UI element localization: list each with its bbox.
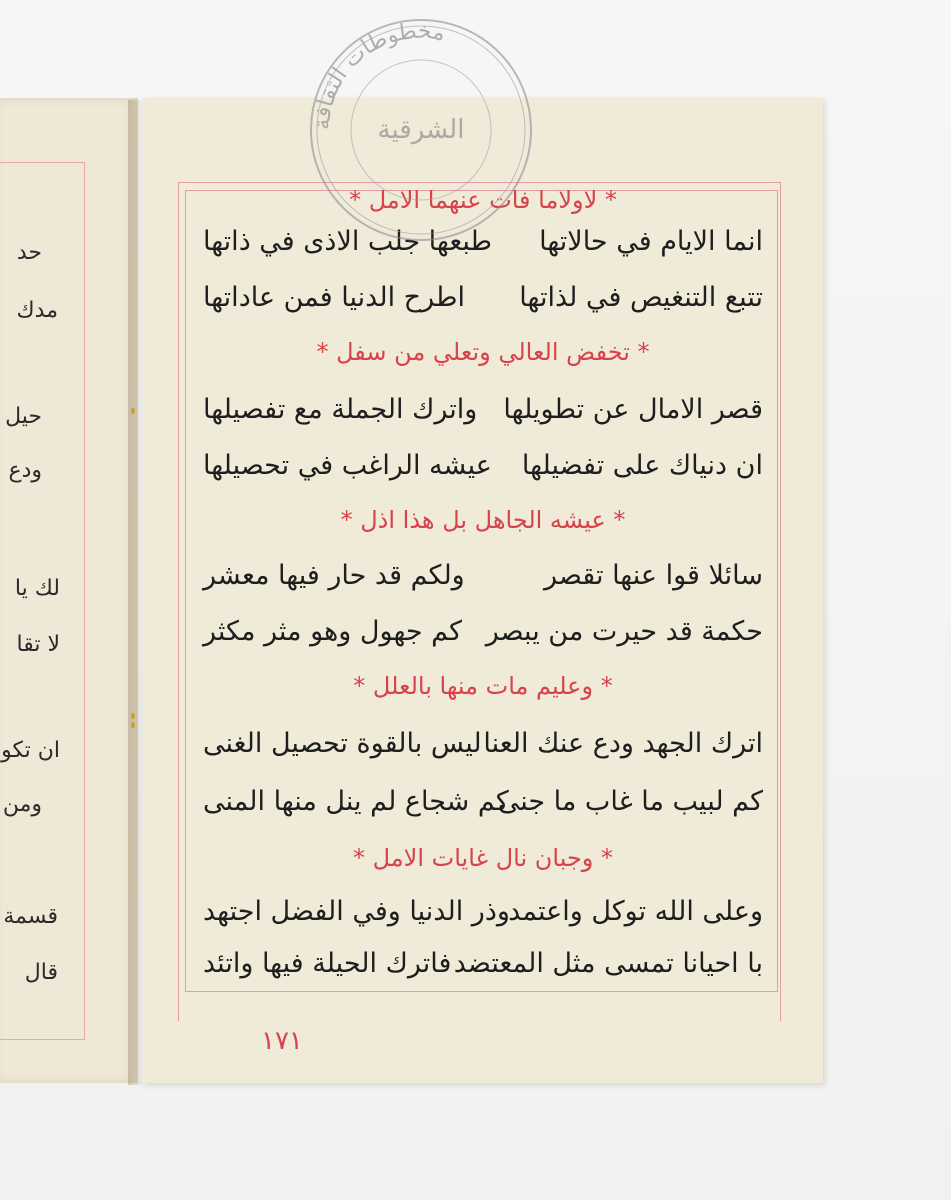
verse-hemistich-right: تتبع التنغيص في لذاتها — [519, 282, 763, 313]
verse-hemistich-left: كم جهول وهو مثر مكثر — [203, 616, 463, 647]
verse-hemistich-left: واترك الجملة مع تفصيلها — [203, 394, 478, 425]
left-fragment: قال — [24, 960, 58, 985]
left-fragment: ودع — [8, 458, 42, 483]
verse-hemistich-right: انما الايام في حالاتها — [539, 226, 763, 257]
left-page — [0, 98, 138, 1083]
left-fragment: قسمة — [3, 904, 58, 929]
verse-hemistich-right: با احيانا تمسى مثل المعتضد — [453, 948, 763, 979]
binding-stitch — [131, 722, 135, 728]
rubric-heading: * وعليم مات منها بالعلل * — [353, 672, 613, 700]
rubric-heading: * وجبان نال غايات الامل * — [352, 844, 613, 872]
left-fragment: مدك — [16, 298, 58, 323]
rubric-heading: * تخفض العالي وتعلي من سفل * — [316, 338, 650, 366]
verse-hemistich-left: اطرح الدنيا فمن عاداتها — [203, 282, 465, 313]
folio-number: ١٧١ — [261, 1026, 303, 1056]
left-fragment: حد — [16, 240, 42, 265]
library-seal-stamp — [305, 14, 537, 246]
left-fragment: حيل — [5, 404, 42, 429]
verse-hemistich-left: كم شجاع لم ينل منها المنى — [203, 786, 509, 817]
verse-hemistich-left: طبعها جلب الاذى في ذاتها — [203, 226, 492, 257]
left-fragment: لك يا — [14, 576, 60, 601]
verse-hemistich-right: اترك الجهد ودع عنك العنا — [483, 728, 763, 759]
rubric-heading: * عيشه الجاهل بل هذا اذل * — [340, 506, 626, 534]
verse-hemistich-right: وعلى الله توكل واعتمد — [508, 896, 763, 927]
binding-stitch — [131, 713, 135, 719]
verse-hemistich-left: ليس بالقوة تحصيل الغنى — [203, 728, 482, 759]
verse-hemistich-right: قصر الامال عن تطويلها — [503, 394, 763, 425]
verse-hemistich-right: حكمة قد حيرت من يبصر — [485, 616, 763, 647]
seal-center-text: الشرقية — [377, 115, 465, 145]
verse-hemistich-left: ولكم قد حار فيها معشر — [203, 560, 465, 591]
left-fragment: ومن — [2, 792, 42, 817]
verse-hemistich-left: فاترك الحيلة فيها واتئد — [203, 948, 452, 979]
verse-hemistich-right: سائلا قوا عنها تقصر — [544, 560, 763, 591]
verse-hemistich-left: عيشه الراغب في تحصيلها — [203, 450, 492, 481]
verse-hemistich-right: ان دنياك على تفضيلها — [521, 450, 763, 481]
seal-ring-text: مخطوطات الثقافة — [309, 18, 448, 131]
left-fragment: ان تكو — [1, 738, 60, 763]
left-fragment: لا تقا — [16, 632, 60, 657]
verse-hemistich-right: كم لبيب ما غاب ما جنى — [497, 786, 763, 817]
binding-stitch — [131, 408, 135, 414]
verse-hemistich-left: وذر الدنيا وفي الفضل اجتهد — [203, 896, 510, 927]
rubric-heading: * لاولاما فات عنهما الامل * — [349, 186, 617, 214]
